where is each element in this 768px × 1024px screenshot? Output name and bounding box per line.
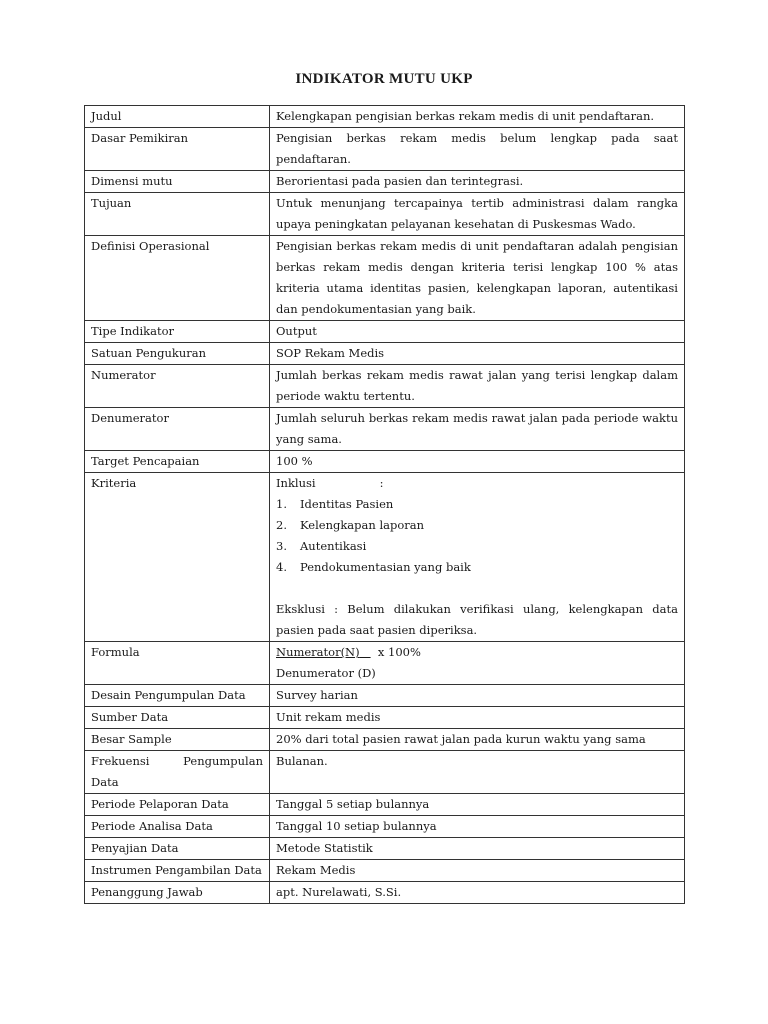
formula-denominator: Denumerator (D) <box>276 666 376 680</box>
row-value: 20% dari total pasien rawat jalan pada kurun waktu yang sama <box>270 729 685 751</box>
table-row <box>85 128 685 171</box>
indicator-table <box>84 105 685 904</box>
row-label: Penanggung Jawab <box>85 882 270 904</box>
eksklusi-text: Eksklusi : Belum dilakukan verifikasi ulang, kelengkapan data pasien pada saat pasien diperiksa. <box>276 602 678 637</box>
table-row <box>85 236 685 321</box>
row-value: apt. Nurelawati, S.Si. <box>270 882 685 904</box>
list-item <box>276 536 678 557</box>
row-label: Definisi Operasional <box>85 236 270 321</box>
table-row <box>85 343 685 365</box>
row-value: SOP Rekam Medis <box>270 343 685 365</box>
table-row <box>85 408 685 451</box>
table-row <box>85 860 685 882</box>
list-item <box>276 515 678 536</box>
table-row <box>85 106 685 128</box>
row-label: Besar Sample <box>85 729 270 751</box>
row-value: Jumlah seluruh berkas rekam medis rawat jalan pada periode waktu yang sama. <box>270 408 685 451</box>
row-label: Sumber Data <box>85 707 270 729</box>
formula-underline-pad <box>360 645 371 659</box>
row-label: Denumerator <box>85 408 270 451</box>
row-value: Metode Statistik <box>270 838 685 860</box>
table-row <box>85 365 685 408</box>
row-value: Untuk menunjang tercapainya tertib administrasi dalam rangka upaya peningkatan pelayanan kesehatan di Puskesmas Wado. <box>270 193 685 236</box>
table-row <box>85 685 685 707</box>
formula-top-line <box>276 642 678 663</box>
table-row <box>85 729 685 751</box>
table-row <box>85 838 685 860</box>
document-title: INDIKATOR MUTU UKP <box>295 71 473 87</box>
inklusi-colon: : <box>379 476 384 490</box>
row-label: Instrumen Pengambilan Data <box>85 860 270 882</box>
row-value: Unit rekam medis <box>270 707 685 729</box>
table-row <box>85 171 685 193</box>
list-text: Identitas Pasien <box>300 497 394 511</box>
row-value: Pengisian berkas rekam medis belum lengkap pada saat pendaftaran. <box>270 128 685 171</box>
formula-numerator: Numerator(N) <box>276 645 360 659</box>
row-value: Survey harian <box>270 685 685 707</box>
row-value: Jumlah berkas rekam medis rawat jalan yang terisi lengkap dalam periode waktu tertentu. <box>270 365 685 408</box>
row-label: Tipe Indikator <box>85 321 270 343</box>
list-number: 3. <box>276 539 287 553</box>
row-label: Dimensi mutu <box>85 171 270 193</box>
row-label: Target Pencapaian <box>85 451 270 473</box>
row-label: Periode Pelaporan Data <box>85 794 270 816</box>
list-text: Pendokumentasian yang baik <box>300 560 471 574</box>
table-row <box>85 816 685 838</box>
row-label: Penyajian Data <box>85 838 270 860</box>
table-row <box>85 751 685 794</box>
row-label: Desain Pengumpulan Data <box>85 685 270 707</box>
table-row <box>85 707 685 729</box>
kriteria-row <box>85 473 685 642</box>
row-value: Rekam Medis <box>270 860 685 882</box>
row-value: Kelengkapan pengisian berkas rekam medis di unit pendaftaran. <box>270 106 685 128</box>
row-label: Formula <box>85 642 270 685</box>
inklusi-label: Inklusi <box>276 476 316 490</box>
list-text: Kelengkapan laporan <box>300 518 425 532</box>
formula-value <box>270 642 685 685</box>
table-row <box>85 794 685 816</box>
inklusi-heading <box>276 473 678 494</box>
row-label: Judul <box>85 106 270 128</box>
spacer <box>276 578 678 599</box>
formula-multiplier: x 100% <box>377 645 421 659</box>
list-text: Autentikasi <box>300 539 367 553</box>
row-value: Tanggal 5 setiap bulannya <box>270 794 685 816</box>
row-value: 100 % <box>270 451 685 473</box>
row-label: Numerator <box>85 365 270 408</box>
list-item <box>276 494 678 515</box>
row-value: Berorientasi pada pasien dan terintegrasi. <box>270 171 685 193</box>
row-label: Dasar Pemikiran <box>85 128 270 171</box>
list-item <box>276 557 678 578</box>
inklusi-list <box>276 494 678 578</box>
kriteria-value <box>270 473 685 642</box>
row-value: Tanggal 10 setiap bulannya <box>270 816 685 838</box>
row-label: Tujuan <box>85 193 270 236</box>
table-row <box>85 321 685 343</box>
row-label: Satuan Pengukuran <box>85 343 270 365</box>
list-number: 4. <box>276 560 287 574</box>
row-value: Output <box>270 321 685 343</box>
table-row <box>85 451 685 473</box>
list-number: 1. <box>276 497 287 511</box>
row-label: Periode Analisa Data <box>85 816 270 838</box>
row-label: Frekuensi Pengumpulan Data <box>85 751 270 794</box>
formula-row <box>85 642 685 685</box>
row-label: Kriteria <box>85 473 270 642</box>
row-value: Pengisian berkas rekam medis di unit pendaftaran adalah pengisian berkas rekam medis dengan kriteria terisi lengkap 100 % atas kriteria utama identitas pasien, kelengkapan laporan, autentikasi dan pendokumentasian yang baik. <box>270 236 685 321</box>
table-row <box>85 882 685 904</box>
table-row <box>85 193 685 236</box>
row-value: Bulanan. <box>270 751 685 794</box>
list-number: 2. <box>276 518 287 532</box>
